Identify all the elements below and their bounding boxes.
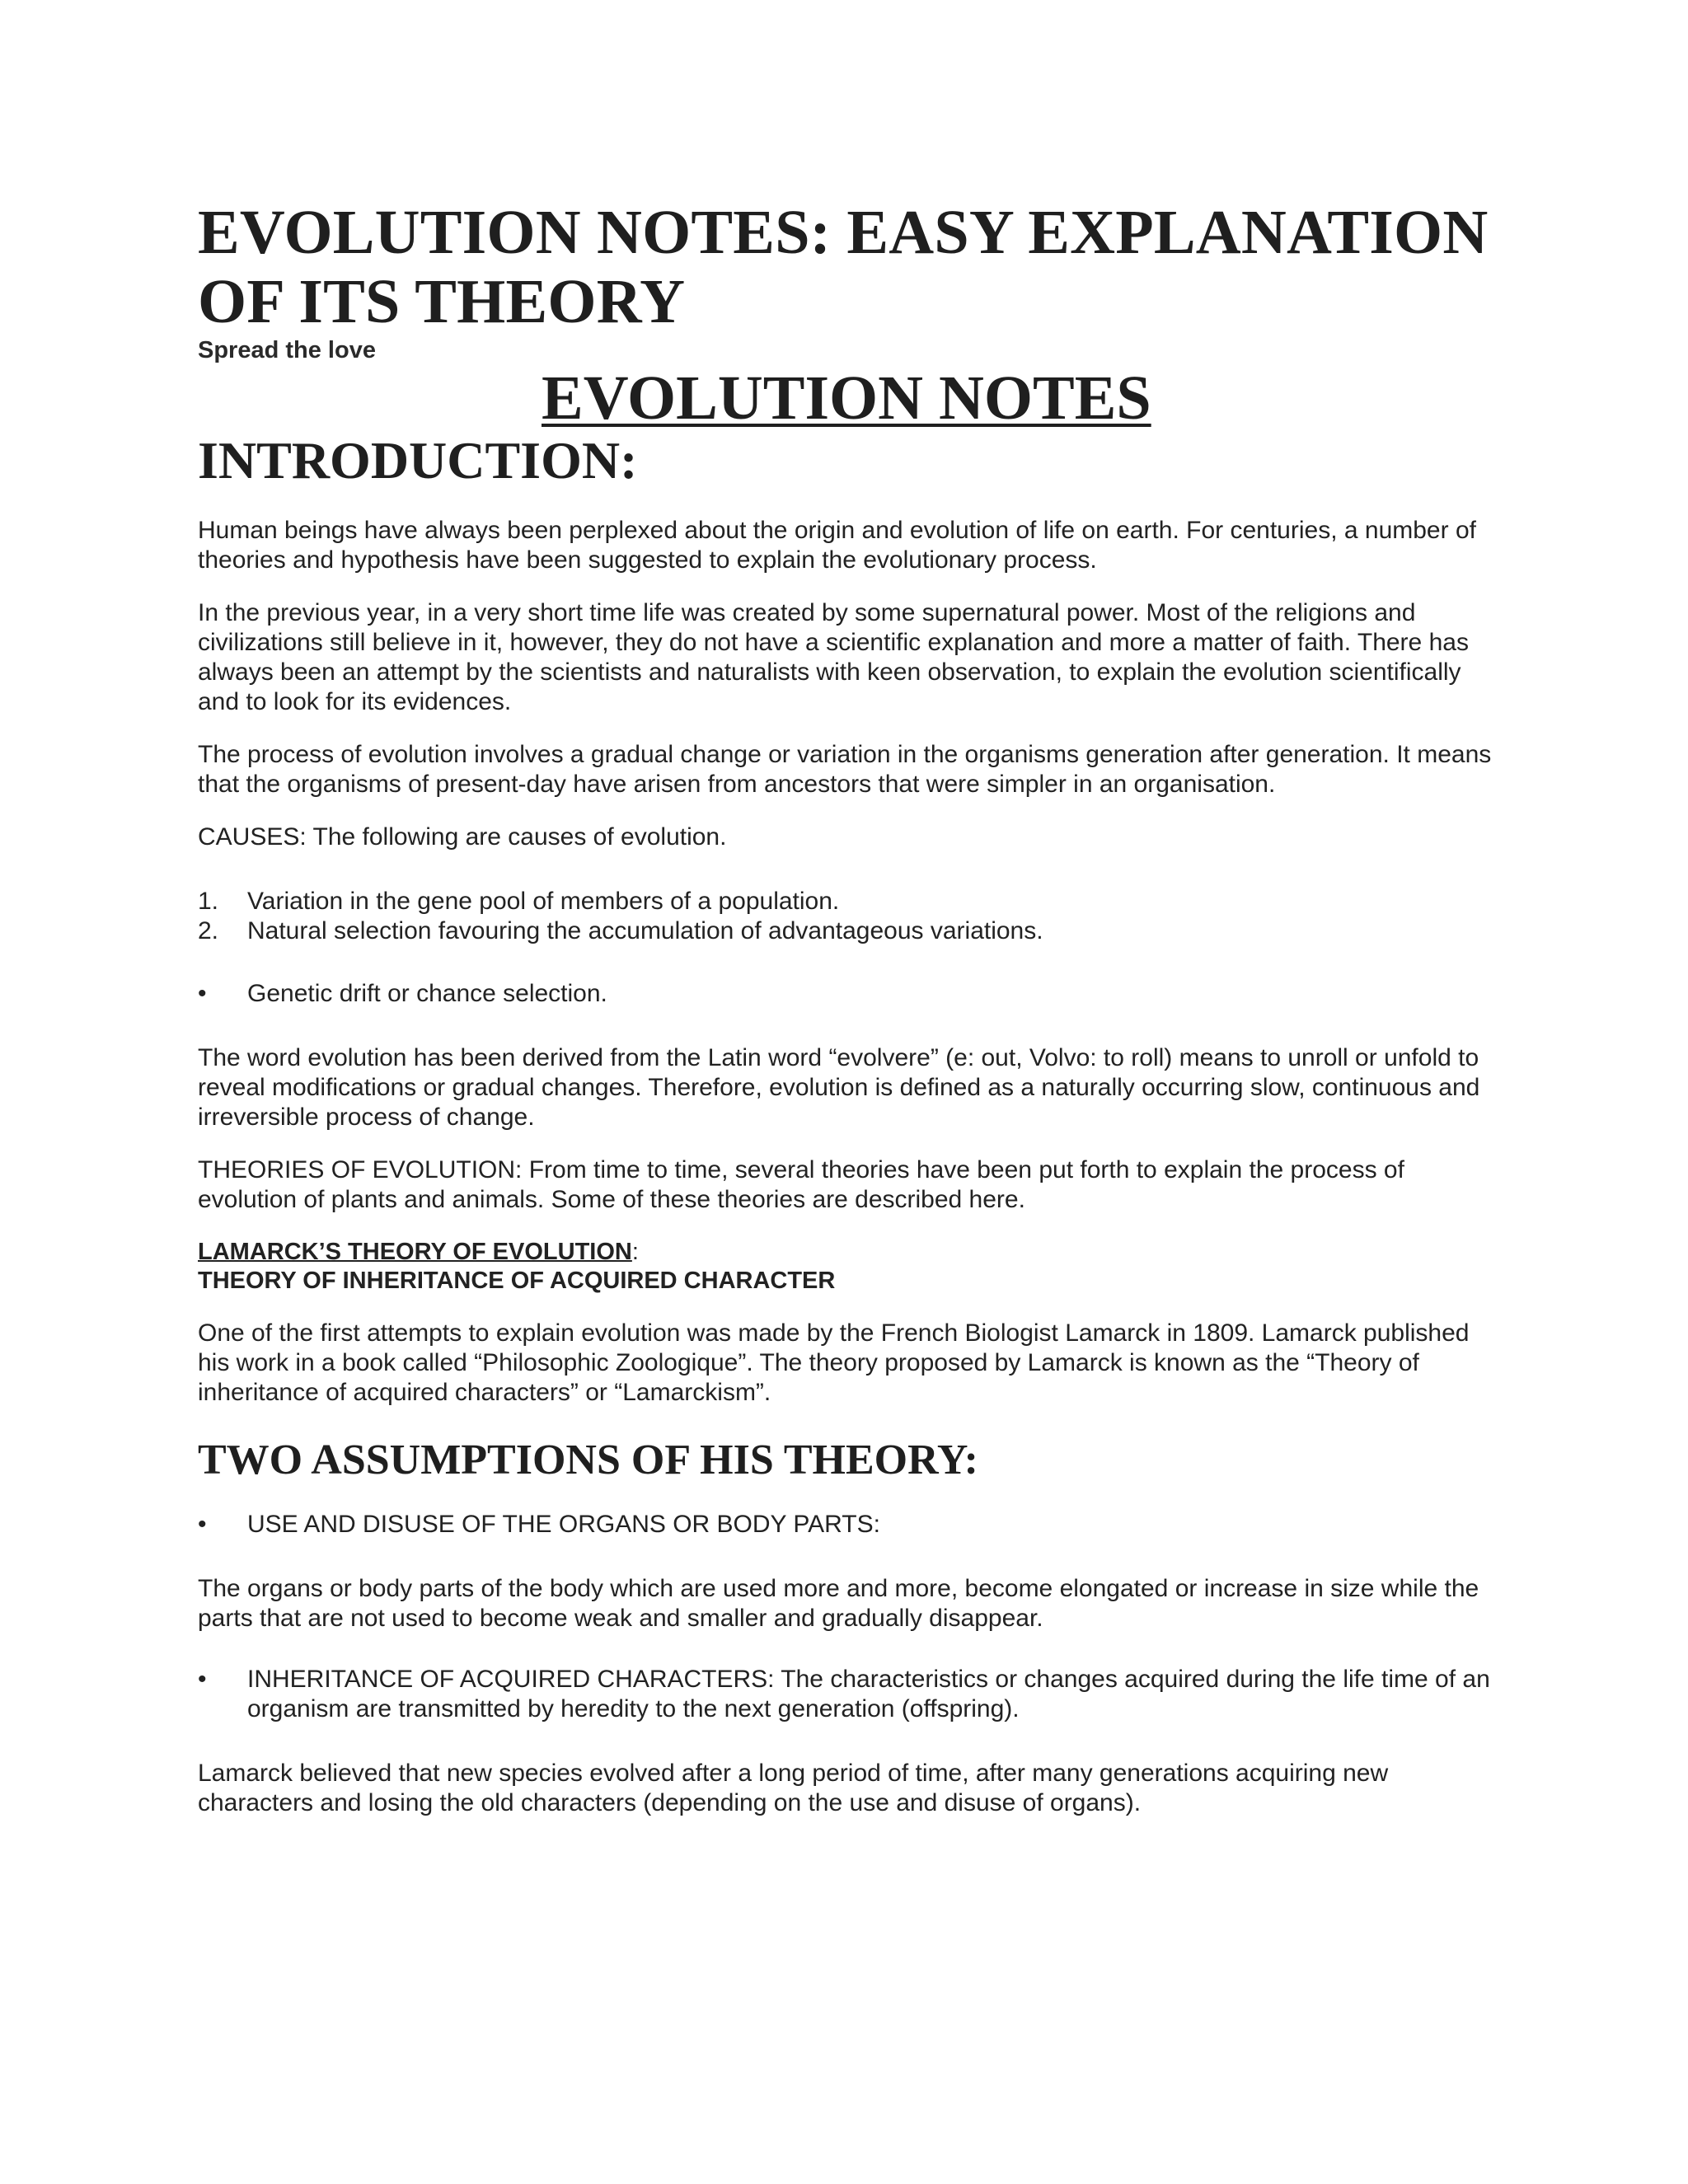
conclusion-paragraph: Lamarck believed that new species evolved after a long period of time, after many generations acquiring new characters and losing the old characters (depending on the use and disuse of organs). bbox=[198, 1760, 1389, 1816]
bullet-icon: • bbox=[198, 980, 207, 1007]
use-disuse-paragraph: The organs or body parts of the body which are used more and more, become elongated or increase in size while the parts that are not used to become weak and smaller and gradually disappear. bbox=[198, 1575, 1479, 1632]
bullet-icon: • bbox=[198, 1511, 207, 1538]
list-item bbox=[198, 916, 1492, 946]
list-item-text: Variation in the gene pool of members of a population. bbox=[247, 888, 840, 915]
document-title bbox=[198, 198, 1492, 336]
intro-paragraph-1: Human beings have always been perplexed about the origin and evolution of life on earth. For centuries, a number of theories and hypothesis have been suggested to explain the evolutionary process. bbox=[198, 517, 1476, 574]
lamarck-heading-block bbox=[198, 1238, 1492, 1296]
list-item-text: USE AND DISUSE OF THE ORGANS OR BODY PARTS: bbox=[247, 1511, 880, 1538]
word-evolution-paragraph: The word evolution has been derived from the Latin word “evolvere” (e: out, Volvo: to roll) means to unroll or unfold to reveal modifications or gradual changes. Therefore, evolution is defined as a naturally occurring slow, continuous and irreversible process of change. bbox=[198, 1044, 1480, 1131]
causes-intro: CAUSES: The following are causes of evolution. bbox=[198, 823, 727, 851]
center-title: EVOLUTION NOTES bbox=[542, 363, 1151, 433]
lamarck-heading: LAMARCK’S THEORY OF EVOLUTION bbox=[198, 1239, 632, 1265]
inheritance-bullet-list bbox=[198, 1665, 1492, 1724]
lamarck-paragraph: One of the first attempts to explain evolution was made by the French Biologist Lamarck in 1809. Lamarck published his work in a book called “Philosophic Zoologique”. The theory proposed by Lamarck is known as the “Theory of inheritance of acquired characters” or “Lamarckism”. bbox=[198, 1319, 1470, 1406]
bullet-icon: • bbox=[198, 1666, 207, 1693]
causes-numbered-list bbox=[198, 887, 1492, 946]
title-line-2: OF ITS THEORY bbox=[198, 267, 686, 336]
list-marker: 2. bbox=[198, 917, 219, 944]
list-item bbox=[198, 887, 1492, 916]
lamarck-heading-colon: : bbox=[631, 1239, 639, 1265]
spread-the-love: Spread the love bbox=[198, 337, 376, 363]
list-item bbox=[198, 979, 1492, 1009]
assumptions-heading: TWO ASSUMPTIONS OF HIS THEORY: bbox=[198, 1436, 978, 1483]
intro-paragraph-2: In the previous year, in a very short time life was created by some supernatural power. Most of the religions and civilizations still believe in it, however, they do not have a scientific explanation and more a matter of faith. There has always been an attempt by the scientists and naturalists with keen observation, to explain the evolution scientifically and to look for its evidences. bbox=[198, 599, 1469, 715]
list-item-text: Natural selection favouring the accumulation of advantageous variations. bbox=[247, 917, 1043, 944]
intro-paragraph-3: The process of evolution involves a gradual change or variation in the organisms generation after generation. It means that the organisms of present-day have arisen from ancestors that were simpler in an organisation. bbox=[198, 741, 1492, 798]
title-line-1: EVOLUTION NOTES: EASY EXPLANATION bbox=[198, 198, 1489, 267]
list-item bbox=[198, 1665, 1492, 1724]
lamarck-subheading: THEORY OF INHERITANCE OF ACQUIRED CHARACTER bbox=[198, 1268, 836, 1294]
introduction-heading: INTRODUCTION: bbox=[198, 431, 638, 490]
causes-bullet-list bbox=[198, 979, 1492, 1009]
list-marker: 1. bbox=[198, 888, 219, 915]
use-disuse-bullet-list bbox=[198, 1510, 1492, 1540]
theories-paragraph: THEORIES OF EVOLUTION: From time to time, several theories have been put forth to explain the process of evolution of plants and animals. Some of these theories are described here. bbox=[198, 1156, 1404, 1213]
list-item-text: Genetic drift or chance selection. bbox=[247, 980, 607, 1007]
document-page bbox=[198, 198, 1492, 1841]
list-item-text: INHERITANCE OF ACQUIRED CHARACTERS: The characteristics or changes acquired during the life time of an organism are transmitted by heredity to the next generation (offspring). bbox=[247, 1666, 1490, 1722]
list-item bbox=[198, 1510, 1492, 1540]
